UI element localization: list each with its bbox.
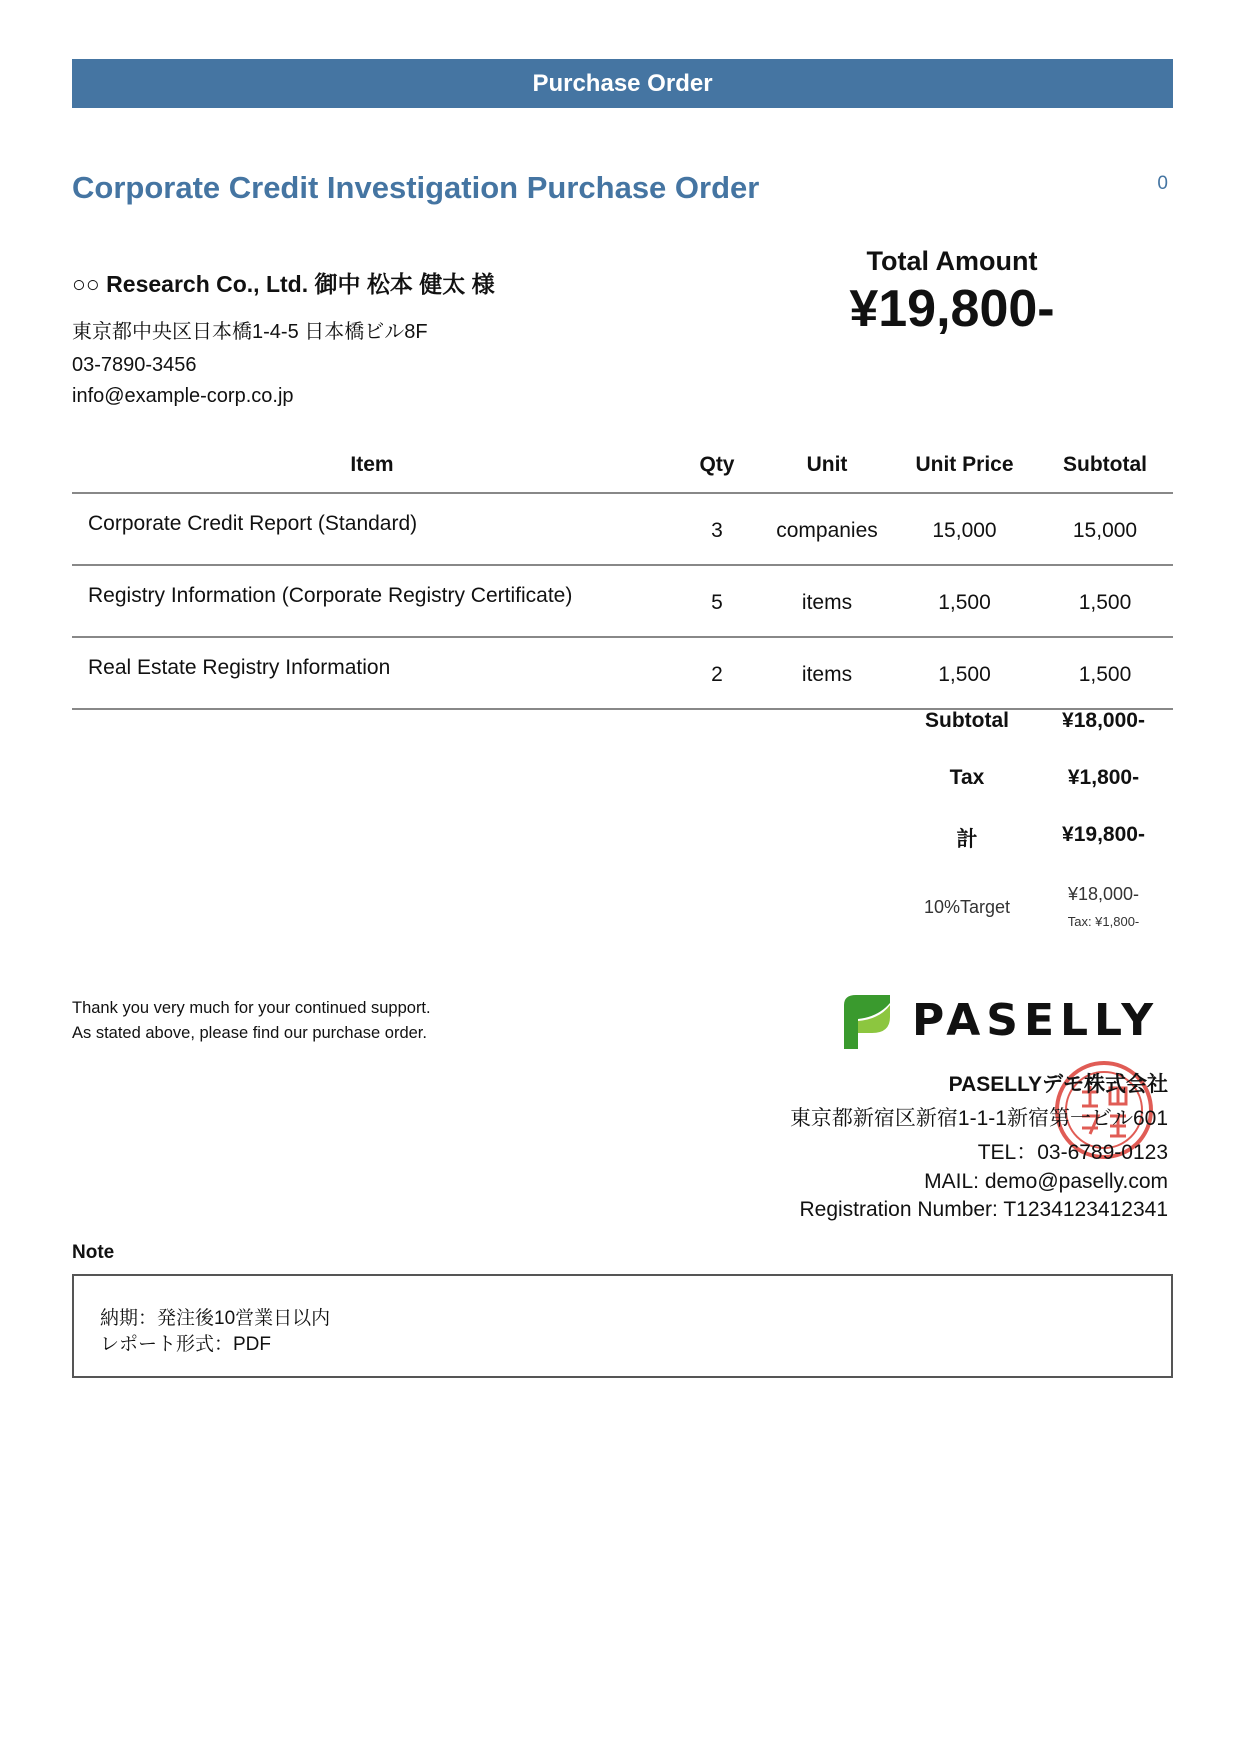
table-row xyxy=(72,637,1173,709)
logo-wordmark: PASELLY xyxy=(912,995,1160,1046)
client-name: ○○ Research Co., Ltd. 御中 松本 健太 様 xyxy=(72,271,495,297)
summary-subtotal-value: ¥18,000- xyxy=(1062,709,1145,732)
issuer-address: 東京都新宿区新宿1-1-1新宿第一ビル601 xyxy=(789,1107,1168,1130)
row-qty: 2 xyxy=(672,637,762,709)
header-subtotal: Subtotal xyxy=(1037,438,1173,493)
tax-target-tax: Tax: ¥1,800- xyxy=(1067,914,1140,929)
items-table xyxy=(72,438,1173,710)
row-unit: companies xyxy=(762,493,892,565)
issuer-mail: MAIL: demo@paselly.com xyxy=(924,1170,1168,1193)
client-address: 東京都中央区日本橋1-4-5 日本橋ビル8F xyxy=(72,321,428,343)
summary-subtotal-label: Subtotal xyxy=(925,709,1009,732)
paselly-logo-icon xyxy=(838,991,894,1051)
header-item: Item xyxy=(72,438,672,493)
thanks-line-2: As stated above, please find our purchase order. xyxy=(72,1024,427,1042)
issuer-block xyxy=(790,1068,1168,1222)
row-subtotal: 1,500 xyxy=(1037,637,1173,709)
client-email: info@example-corp.co.jp xyxy=(72,385,294,407)
row-unit-price: 1,500 xyxy=(892,637,1037,709)
note-line-2: レポート形式：PDF xyxy=(100,1334,272,1355)
row-item: Real Estate Registry Information xyxy=(72,637,672,709)
summary-total-label: 計 xyxy=(956,828,978,851)
tax-target-amount: ¥18,000- xyxy=(1067,884,1140,904)
row-unit: items xyxy=(762,565,892,637)
summary-total-value: ¥19,800- xyxy=(1062,823,1145,846)
header-unit: Unit xyxy=(762,438,892,493)
row-qty: 5 xyxy=(672,565,762,637)
tax-target-label: 10%Target xyxy=(923,897,1011,917)
total-amount-value: ¥19,800- xyxy=(849,280,1055,338)
issuer-name: PASELLYデモ株式会社 xyxy=(948,1073,1168,1096)
page-title: Corporate Credit Investigation Purchase Order xyxy=(72,170,760,205)
row-unit: items xyxy=(762,637,892,709)
summary-tax-value: ¥1,800- xyxy=(1067,766,1140,789)
row-subtotal: 1,500 xyxy=(1037,565,1173,637)
document-number: 0 xyxy=(1157,173,1168,194)
row-unit-price: 15,000 xyxy=(892,493,1037,565)
row-unit-price: 1,500 xyxy=(892,565,1037,637)
summary-tax-label: Tax xyxy=(949,766,985,789)
banner-title: Purchase Order xyxy=(532,69,713,97)
thanks-line-1: Thank you very much for your continued support. xyxy=(72,999,431,1017)
row-subtotal: 15,000 xyxy=(1037,493,1173,565)
table-row xyxy=(72,565,1173,637)
header-qty: Qty xyxy=(672,438,762,493)
note-heading: Note xyxy=(72,1242,115,1263)
row-item: Corporate Credit Report (Standard) xyxy=(72,493,672,565)
document-banner xyxy=(72,59,1173,108)
table-header-row xyxy=(72,438,1173,493)
thanks-message xyxy=(72,996,431,1046)
issuer-tel: TEL：03-6789-0123 xyxy=(977,1141,1168,1164)
header-unit-price: Unit Price xyxy=(892,438,1037,493)
total-amount-block xyxy=(790,246,1114,339)
client-phone: 03-7890-3456 xyxy=(72,354,197,376)
client-block xyxy=(72,266,495,408)
total-amount-label: Total Amount xyxy=(866,246,1038,276)
note-box xyxy=(72,1274,1173,1378)
company-logo xyxy=(838,991,1173,1051)
issuer-registration: Registration Number: T1234123412341 xyxy=(799,1198,1168,1221)
row-item: Registry Information (Corporate Registry Certificate) xyxy=(72,565,672,637)
note-line-1: 納期：発注後10営業日以内 xyxy=(100,1308,331,1329)
table-row xyxy=(72,493,1173,565)
row-qty: 3 xyxy=(672,493,762,565)
